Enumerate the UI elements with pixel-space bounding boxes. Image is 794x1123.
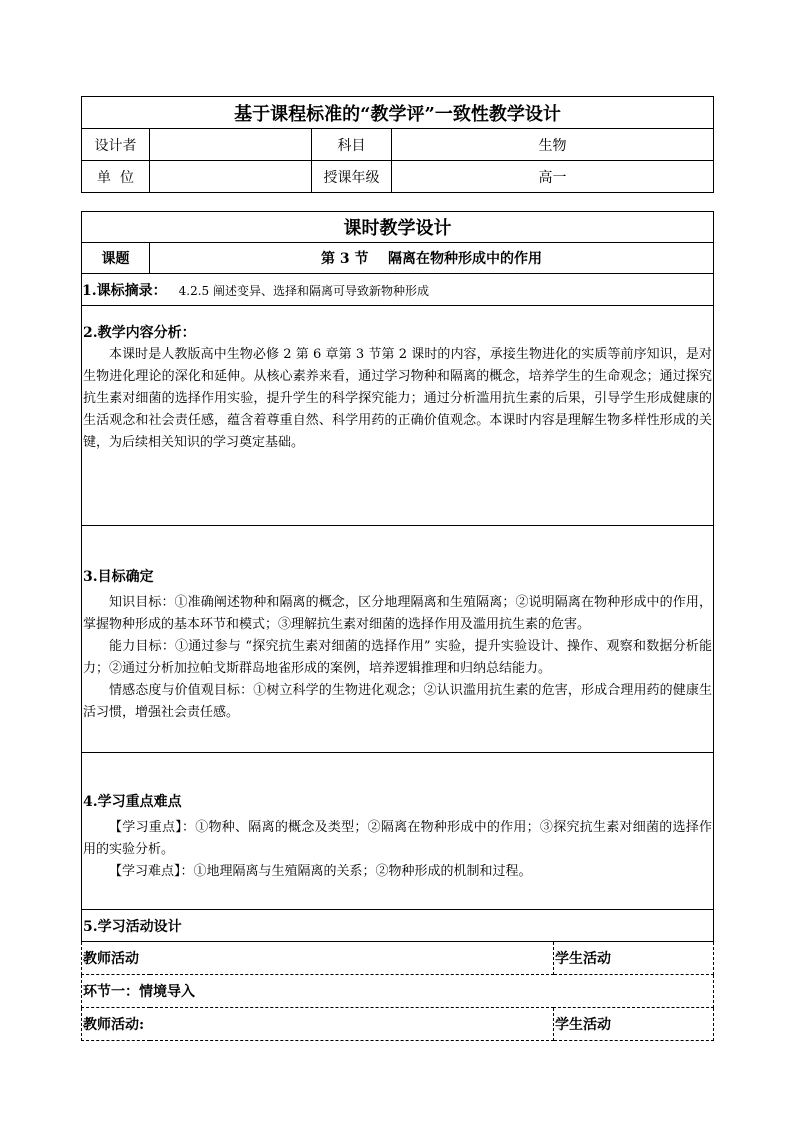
topic-value: 第 3 节 隔离在物种形成中的作用	[150, 243, 714, 274]
header-table	[81, 96, 714, 193]
section-key-points-heading: 4.学习重点难点	[83, 794, 182, 810]
section-content-analysis	[82, 306, 714, 526]
section-content-heading: 2.教学内容分析：	[83, 325, 196, 341]
grade-label: 授课年级	[312, 161, 392, 193]
section-key-points	[82, 753, 714, 910]
knowledge-objective: 知识目标：①准确阐述物种和隔离的概念，区分地理隔离和生殖隔离；②说明隔离在物种形成中的作用，掌握物种形成的基本环节和模式；③理解抗生素对细菌的选择作用及滥用抗生素的危害。	[83, 595, 713, 632]
unit-label: 单 位	[82, 161, 150, 193]
teacher-activity-label: 教师活动:	[82, 1008, 554, 1041]
difficult-points-text: 【学习难点】：①地理隔离与生殖隔离的关系；②物种形成的机制和过程。	[109, 864, 532, 879]
section-content-text: 本课时是人教版高中生物必修 2 第 6 章第 3 节第 2 课时的内容，承接生物进化的实质等前序知识，是对生物进化理论的深化和延伸。从核心素养来看，通过学习物种和隔离的概念，培养学生的生命观念；通过探究抗生素对细菌的选择作用实验，提升学生的科学探究能力；通过分析滥用抗生素的后果，引导学生形成健康的生活观念和社会责任感，蕴含着尊重自然、科学用药的正确价值观念。本课时内容是理解生物多样性形成的关键，为后续相关知识的学习奠定基础。	[83, 347, 713, 450]
student-activity-header: 学生活动	[554, 942, 714, 975]
stage-one-label: 环节一：情境导入	[82, 975, 714, 1008]
teacher-activity-header: 教师活动	[82, 942, 554, 975]
section-objectives-heading: 3.目标确定	[83, 569, 154, 585]
value-objective: 情感态度与价值观目标：①树立科学的生物进化观念；②认识滥用抗生素的危害，形成合理用药的健康生活习惯，增强社会责任感。	[83, 683, 713, 720]
designer-label: 设计者	[82, 129, 150, 161]
subject-value: 生物	[392, 129, 714, 161]
lesson-design-table	[81, 211, 714, 1041]
section-standards-text: 4.2.5 阐述变异、选择和隔离可导致新物种形成	[178, 283, 429, 298]
section-activities-heading: 5.学习活动设计	[82, 910, 714, 942]
student-activity-label: 学生活动	[554, 1008, 714, 1041]
design-title: 课时教学设计	[82, 212, 714, 243]
unit-value	[150, 161, 312, 193]
designer-value	[150, 129, 312, 161]
subject-label: 科目	[312, 129, 392, 161]
key-points-text: 【学习重点】：①物种、隔离的概念及类型；②隔离在物种形成中的作用；③探究抗生素对细菌的选择作用的实验分析。	[83, 820, 713, 857]
section-standards-heading: 1.课标摘录：	[82, 282, 167, 299]
topic-label: 课题	[82, 243, 150, 274]
document-title: 基于课程标准的“教学评”一致性教学设计	[82, 97, 714, 129]
section-objectives	[82, 526, 714, 753]
grade-value: 高一	[392, 161, 714, 193]
section-standards	[82, 274, 714, 306]
ability-objective: 能力目标：①通过参与 “探究抗生素对细菌的选择作用” 实验，提升实验设计、操作、观察和数据分析能力；②通过分析加拉帕戈斯群岛地雀形成的案例，培养逻辑推理和归纳总结能力。	[83, 639, 713, 676]
